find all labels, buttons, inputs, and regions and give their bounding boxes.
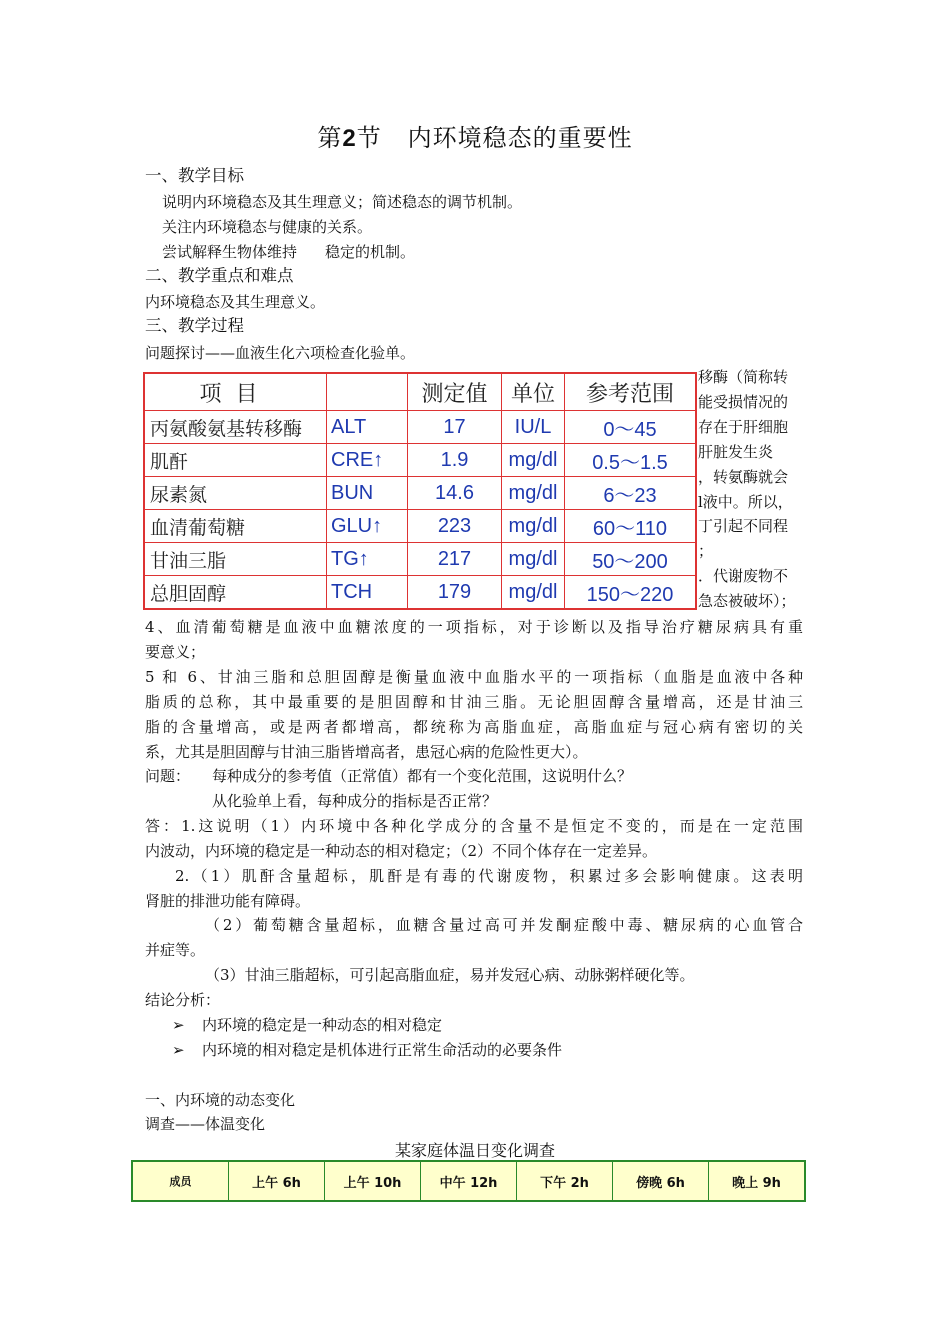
section-heading-goals: 一、教学目标 (145, 166, 244, 185)
survey-col-time: 上午 6h (229, 1161, 325, 1201)
side-text-1: 移酶（简称转 (698, 368, 789, 386)
table-row (144, 477, 696, 510)
survey-col-time: 上午 10h (325, 1161, 421, 1201)
goal-3-part-a: 尝试解释生物体维持 (162, 243, 298, 261)
survey-col-time: 下午 2h (517, 1161, 613, 1201)
conclusion-label: 结论分析： (145, 991, 221, 1009)
lab-value: 1.9 (408, 444, 502, 477)
side-text-8: ； (698, 542, 714, 560)
lab-item: 血清葡萄糖 (144, 510, 327, 543)
title-number: 2 (342, 125, 357, 152)
bullet-arrow-icon: ➢ (172, 1041, 185, 1059)
survey-col-time: 中午 12h (421, 1161, 517, 1201)
problem-probe: 问题探讨——血液生化六项检查化验单。 (145, 344, 416, 362)
lab-header-range: 参考范围 (565, 373, 697, 411)
section-heading-process: 三、教学过程 (145, 316, 244, 335)
key-point: 内环境稳态及其生理意义。 (145, 293, 326, 311)
survey-col-time: 晚上 9h (709, 1161, 806, 1201)
lab-item: 丙氨酸氨基转移酶 (144, 411, 327, 444)
answer-1-line-1: 答：1.这说明（1）内环境中各种化学成分的含量不是恒定不变的，而是在一定范围 (145, 817, 803, 835)
lab-value: 179 (408, 576, 502, 610)
lab-header-value: 测定值 (408, 373, 502, 411)
lab-unit: mg/dl (502, 543, 565, 576)
conclusion-text-1: 内环境的稳定是一种动态的相对稳定 (202, 1016, 443, 1034)
lab-value: 223 (408, 510, 502, 543)
table-row (144, 444, 696, 477)
answer-2-line-1: 2.（1）肌酐含量超标，肌酐是有毒的代谢废物，积累过多会影响健康。这表明 (175, 867, 803, 885)
question-1: 每种成分的参考值（正常值）都有一个变化范围，这说明什么？ (212, 767, 633, 785)
table-row (144, 543, 696, 576)
lab-range: 150～220 (565, 576, 697, 610)
section-heading-key: 二、教学重点和难点 (145, 266, 294, 285)
lab-code: ALT (327, 411, 408, 444)
lab-unit: mg/dl (502, 576, 565, 610)
goal-2: 关注内环境稳态与健康的关系。 (162, 218, 373, 236)
survey-header-row (132, 1161, 805, 1201)
para-4-line-1: 4、血清葡萄糖是血液中血糖浓度的一项指标，对于诊断以及指导治疗糖尿病具有重 (145, 618, 803, 636)
lab-item: 肌酐 (144, 444, 327, 477)
lab-unit: mg/dl (502, 477, 565, 510)
lab-header-row (144, 373, 696, 411)
lab-header-code (327, 373, 408, 411)
answer-4: （3）甘油三脂超标，可引起高脂血症，易并发冠心病、动脉粥样硬化等。 (205, 966, 695, 984)
side-text-9: ．代谢废物不 (698, 567, 789, 585)
lab-report-table (143, 372, 697, 610)
side-text-10: 急态被破坏）； (698, 592, 796, 610)
lab-range: 0.5～1.5 (565, 444, 697, 477)
answer-1-line-2: 内波动，内环境的稳定是一种动态的相对稳定；（2）不同个体存在一定差异。 (145, 842, 658, 860)
lab-range: 0～45 (565, 411, 697, 444)
title-text: 内环境稳态的重要性 (407, 124, 633, 152)
lab-code: TCH (327, 576, 408, 610)
title-section: 节 (356, 124, 382, 152)
lab-item: 甘油三脂 (144, 543, 327, 576)
conclusion-text-2: 内环境的相对稳定是机体进行正常生命活动的必要条件 (202, 1041, 563, 1059)
lab-unit: mg/dl (502, 444, 565, 477)
para-5-line-3: 脂的含量增高，或是两者都增高，都统称为高脂血症，高脂血症与冠心病有密切的关 (145, 718, 803, 736)
goal-1: 说明内环境稳态及其生理意义；简述稳态的调节机制。 (162, 193, 523, 211)
table-row (144, 510, 696, 543)
goal-3-part-b: 稳定的机制。 (325, 243, 416, 261)
lab-code: GLU↑ (327, 510, 408, 543)
conclusion-item-2 (172, 1038, 562, 1062)
lab-range: 60～110 (565, 510, 697, 543)
side-text-3: 存在于肝细胞 (698, 418, 789, 436)
para-5-line-1: 5 和 6、甘油三脂和总胆固醇是衡量血液中血脂水平的一项指标（血脂是血液中各种 (145, 668, 803, 686)
survey-table (131, 1160, 806, 1202)
lab-header-item: 项目 (144, 373, 327, 411)
lab-code: CRE↑ (327, 444, 408, 477)
title-prefix: 第 (317, 124, 343, 152)
side-text-5: ，转氨酶就会 (698, 468, 789, 486)
survey-col-time: 傍晚 6h (613, 1161, 709, 1201)
lab-code: TG↑ (327, 543, 408, 576)
side-text-2: 能受损情况的 (698, 393, 789, 411)
lab-unit: mg/dl (502, 510, 565, 543)
lab-code: BUN (327, 477, 408, 510)
para-5-line-4: 系，尤其是胆固醇与甘油三脂皆增高者，患冠心病的危险性更大）。 (145, 743, 588, 761)
question-label: 问题： (145, 767, 191, 785)
section-heading-dynamic: 一、内环境的动态变化 (145, 1091, 296, 1109)
lab-range: 6～23 (565, 477, 697, 510)
table-row (144, 411, 696, 444)
survey-col-member: 成员 (132, 1161, 229, 1201)
lab-value: 14.6 (408, 477, 502, 510)
para-5-line-2: 脂质的总称，其中最重要的是胆固醇和甘油三脂。无论胆固醇含量增高，还是甘油三 (145, 693, 803, 711)
lab-value: 17 (408, 411, 502, 444)
conclusion-item-1 (172, 1013, 442, 1037)
lab-item: 尿素氮 (144, 477, 327, 510)
survey-title: 某家庭体温日变化调查 (394, 1141, 555, 1160)
lab-header-unit: 单位 (502, 373, 565, 411)
answer-2-line-2: 肾脏的排泄功能有障碍。 (145, 892, 311, 910)
question-2: 从化验单上看，每种成分的指标是否正常？ (212, 792, 498, 810)
answer-3-line-2: 并症等。 (145, 941, 206, 959)
table-row (144, 576, 696, 610)
side-text-6: l液中。所以， (698, 493, 793, 511)
side-text-7: 丁引起不同程 (698, 517, 789, 535)
lab-unit: IU/L (502, 411, 565, 444)
lab-value: 217 (408, 543, 502, 576)
goal-3 (162, 240, 415, 264)
answer-3-line-1: （2）葡萄糖含量超标，血糖含量过高可并发酮症酸中毒、糖尿病的心血管合 (205, 916, 803, 934)
lab-range: 50～200 (565, 543, 697, 576)
para-4-line-2: 要意义； (145, 643, 206, 661)
bullet-arrow-icon: ➢ (172, 1016, 185, 1034)
lab-item: 总胆固醇 (144, 576, 327, 610)
side-text-4: 肝脏发生炎 (698, 443, 774, 461)
survey-label: 调查——体温变化 (145, 1115, 266, 1133)
page-title (0, 118, 950, 153)
